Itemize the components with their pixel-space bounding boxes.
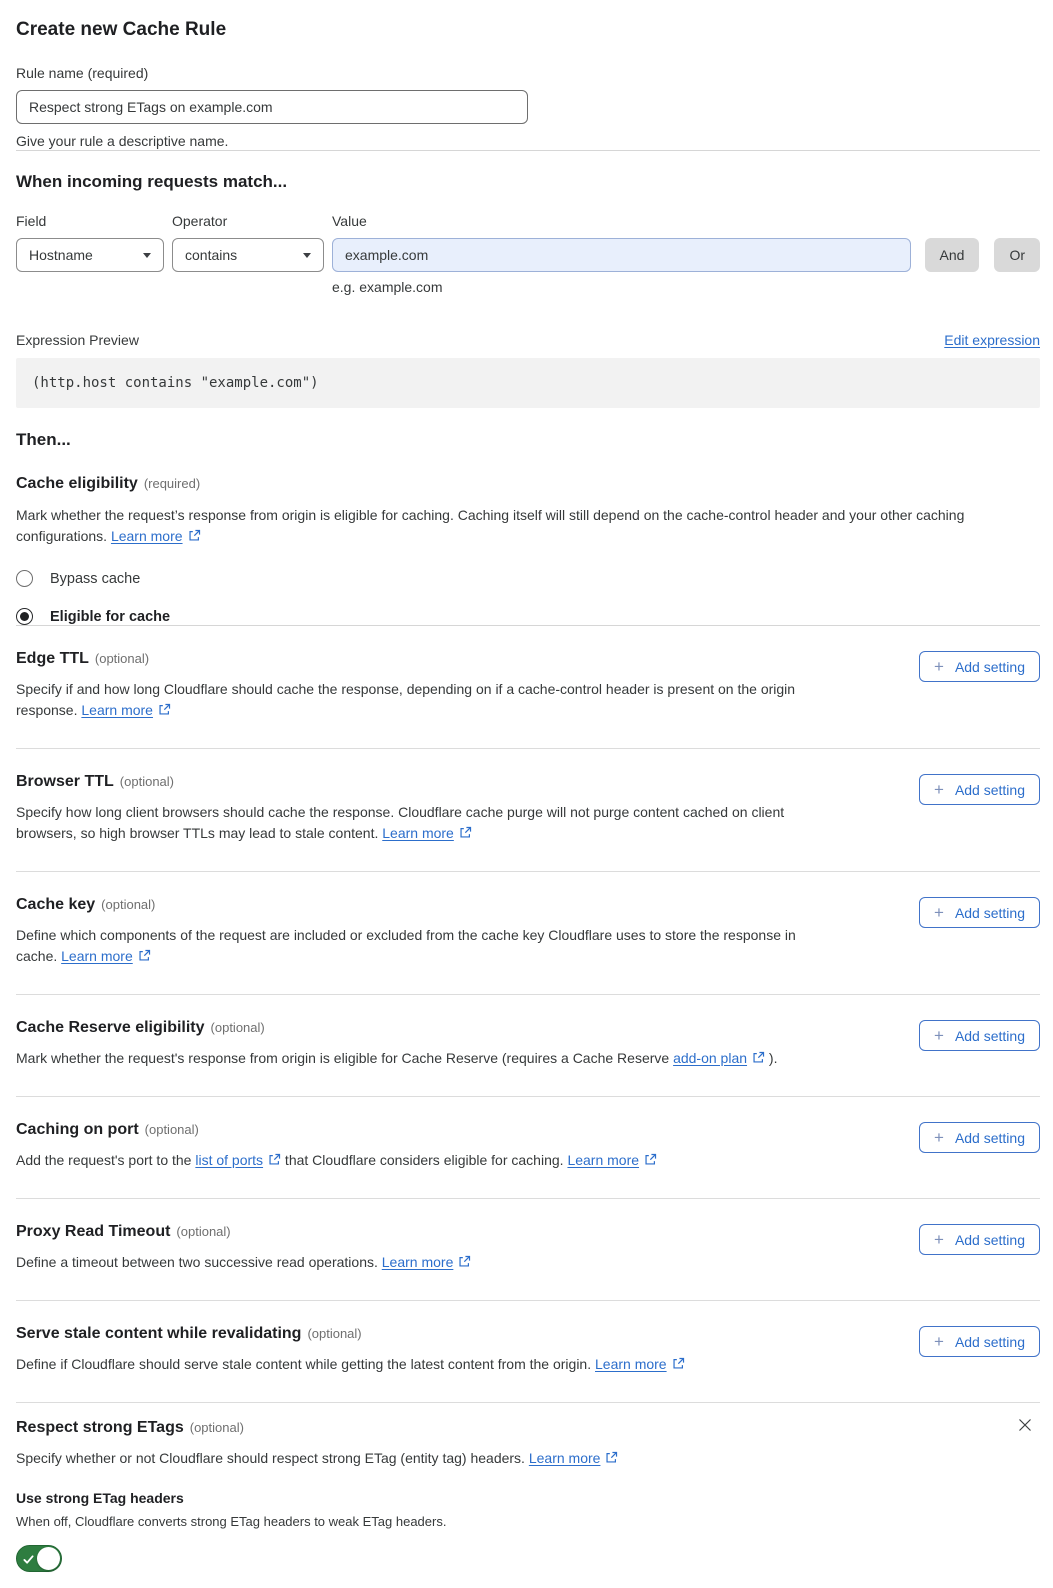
learn-more-link[interactable]: Learn more: [110, 528, 183, 544]
chevron-down-icon: [143, 253, 151, 258]
plus-icon: +: [934, 903, 944, 922]
etag-toggle-help: When off, Cloudflare converts strong ETag headers to weak ETag headers.: [16, 1514, 447, 1529]
section-caching-on-port: [16, 1097, 1040, 1199]
edit-expression-link[interactable]: Edit expression: [944, 332, 1040, 348]
chevron-down-icon: [303, 253, 311, 258]
section-title: Browser TTL: [16, 773, 114, 790]
match-heading: When incoming requests match...: [16, 172, 288, 191]
external-link-icon: [752, 1049, 765, 1070]
checkmark-icon: [23, 1552, 34, 1568]
page-title: Create new Cache Rule: [16, 19, 227, 40]
expression-code: (http.host contains "example.com"): [16, 358, 1040, 408]
optional-badge: (optional): [189, 1420, 244, 1435]
section-description: Define if Cloudflare should serve stale content while getting the latest content from the origin. Learn more: [16, 1354, 685, 1376]
add-on-plan-link[interactable]: add-on plan: [673, 1050, 748, 1066]
section-description: Define which components of the request are included or excluded from the cache key Cloudflare uses to store the response in cache. Learn more: [16, 925, 838, 968]
plus-icon: +: [934, 1026, 944, 1045]
learn-more-link[interactable]: Learn more: [528, 1450, 601, 1466]
section-title: Cache Reserve eligibility: [16, 1019, 205, 1036]
section-title: Proxy Read Timeout: [16, 1223, 171, 1240]
add-setting-button[interactable]: + Add setting: [919, 897, 1040, 928]
add-setting-button[interactable]: + Add setting: [919, 774, 1040, 805]
learn-more-link[interactable]: Learn more: [382, 825, 454, 841]
external-link-icon: [672, 1355, 685, 1376]
external-link-icon: [605, 1449, 618, 1470]
add-setting-button[interactable]: + Add setting: [919, 651, 1040, 682]
value-column: [332, 212, 911, 295]
section-description: Specify if and how long Cloudflare should cache the response, depending on if a cache-control header is present on the origin response. Learn more: [16, 679, 838, 722]
add-setting-button[interactable]: + Add setting: [919, 1122, 1040, 1153]
plus-icon: +: [934, 780, 944, 799]
external-link-icon: [138, 947, 151, 968]
match-section: [16, 151, 1040, 295]
learn-more-link[interactable]: Learn more: [595, 1356, 667, 1372]
section-description: Specify how long client browsers should cache the response. Cloudflare cache purge will not purge content cached on client browsers, so high browser TTLs may lead to stale content. Learn more: [16, 802, 838, 845]
plus-icon: +: [934, 657, 944, 676]
section-cache-reserve-eligibility: [16, 995, 1040, 1097]
plus-icon: +: [934, 1230, 944, 1249]
etag-toggle-label: Use strong ETag headers: [16, 1490, 184, 1506]
field-column: [16, 212, 164, 272]
add-setting-button[interactable]: + Add setting: [919, 1224, 1040, 1255]
external-link-icon: [459, 824, 472, 845]
rule-name-help: Give your rule a descriptive name.: [16, 133, 229, 149]
operator-select-value: contains: [185, 247, 238, 263]
optional-settings-list: [16, 626, 1040, 1403]
operator-select[interactable]: [172, 238, 324, 272]
value-label: Value: [332, 213, 367, 229]
section-title: Caching on port: [16, 1121, 139, 1138]
section-serve-stale-content-while-revalidating: [16, 1301, 1040, 1403]
required-badge: (required): [143, 476, 201, 491]
optional-badge: (optional): [307, 1326, 362, 1341]
then-heading: Then...: [16, 430, 71, 449]
field-select[interactable]: [16, 238, 164, 272]
section-edge-ttl: [16, 626, 1040, 749]
toggle-knob: [37, 1547, 60, 1570]
strong-etag-toggle[interactable]: [16, 1545, 62, 1572]
expression-preview-label: Expression Preview: [16, 332, 139, 348]
external-link-icon: [188, 527, 201, 548]
optional-badge: (optional): [176, 1224, 231, 1239]
learn-more-link[interactable]: Learn more: [381, 1254, 454, 1270]
cache-eligibility-title: Cache eligibility: [16, 475, 138, 492]
add-setting-button[interactable]: + Add setting: [919, 1326, 1040, 1357]
external-link-icon: [268, 1151, 281, 1172]
optional-badge: (optional): [144, 1122, 199, 1137]
section-description: Define a timeout between two successive read operations. Learn more: [16, 1252, 471, 1274]
field-select-value: Hostname: [29, 247, 93, 263]
operator-column: [172, 212, 324, 272]
optional-badge: (optional): [119, 774, 174, 789]
radio-bypass-cache[interactable]: [16, 570, 1040, 587]
rule-name-label: Rule name (required): [16, 65, 149, 81]
section-description: Mark whether the request's response from origin is eligible for Cache Reserve (requires a Cache Reserve add-on plan ).: [16, 1048, 777, 1070]
external-link-icon: [458, 1253, 471, 1274]
and-button[interactable]: And: [925, 238, 980, 272]
radio-checked-icon[interactable]: [16, 608, 33, 625]
plus-icon: +: [934, 1128, 944, 1147]
section-browser-ttl: [16, 749, 1040, 872]
list-of-ports-link[interactable]: list of ports: [195, 1152, 264, 1168]
optional-badge: (optional): [101, 897, 156, 912]
section-respect-strong-etags: [16, 1403, 1040, 1572]
radio-eligible-for-cache[interactable]: [16, 608, 1040, 625]
section-cache-key: [16, 872, 1040, 995]
add-setting-button[interactable]: + Add setting: [919, 1020, 1040, 1051]
value-input[interactable]: [332, 238, 911, 272]
close-icon[interactable]: [1016, 1417, 1034, 1435]
rule-name-input[interactable]: [16, 90, 528, 124]
learn-more-link[interactable]: Learn more: [567, 1152, 640, 1168]
section-proxy-read-timeout: [16, 1199, 1040, 1301]
radio-bypass-cache-label: Bypass cache: [50, 570, 141, 587]
cache-eligibility-section: [16, 475, 1040, 625]
section-title: Cache key: [16, 896, 96, 913]
section-title: Edge TTL: [16, 650, 89, 667]
optional-badge: (optional): [94, 651, 150, 666]
learn-more-link[interactable]: Learn more: [61, 948, 133, 964]
value-hint: e.g. example.com: [332, 279, 443, 295]
plus-icon: +: [934, 1332, 944, 1351]
learn-more-link[interactable]: Learn more: [81, 702, 153, 718]
optional-badge: (optional): [210, 1020, 265, 1035]
radio-icon[interactable]: [16, 570, 33, 587]
radio-eligible-for-cache-label: Eligible for cache: [50, 608, 171, 625]
section-description: Add the request's port to the list of ports that Cloudflare considers eligible for caching. Learn more: [16, 1150, 657, 1172]
section-title: Serve stale content while revalidating: [16, 1325, 302, 1342]
etag-description: Specify whether or not Cloudflare should respect strong ETag (entity tag) headers. Learn more: [16, 1448, 1031, 1470]
operator-label: Operator: [172, 213, 228, 229]
etag-title: Respect strong ETags: [16, 1419, 184, 1436]
or-button[interactable]: Or: [994, 238, 1040, 272]
field-label: Field: [16, 213, 47, 229]
external-link-icon: [644, 1151, 657, 1172]
external-link-icon: [158, 701, 171, 722]
cache-eligibility-description: Mark whether the request’s response from origin is eligible for caching. Caching itself will still depend on the cache-control header and your other caching configurations. Learn more: [16, 505, 1031, 548]
